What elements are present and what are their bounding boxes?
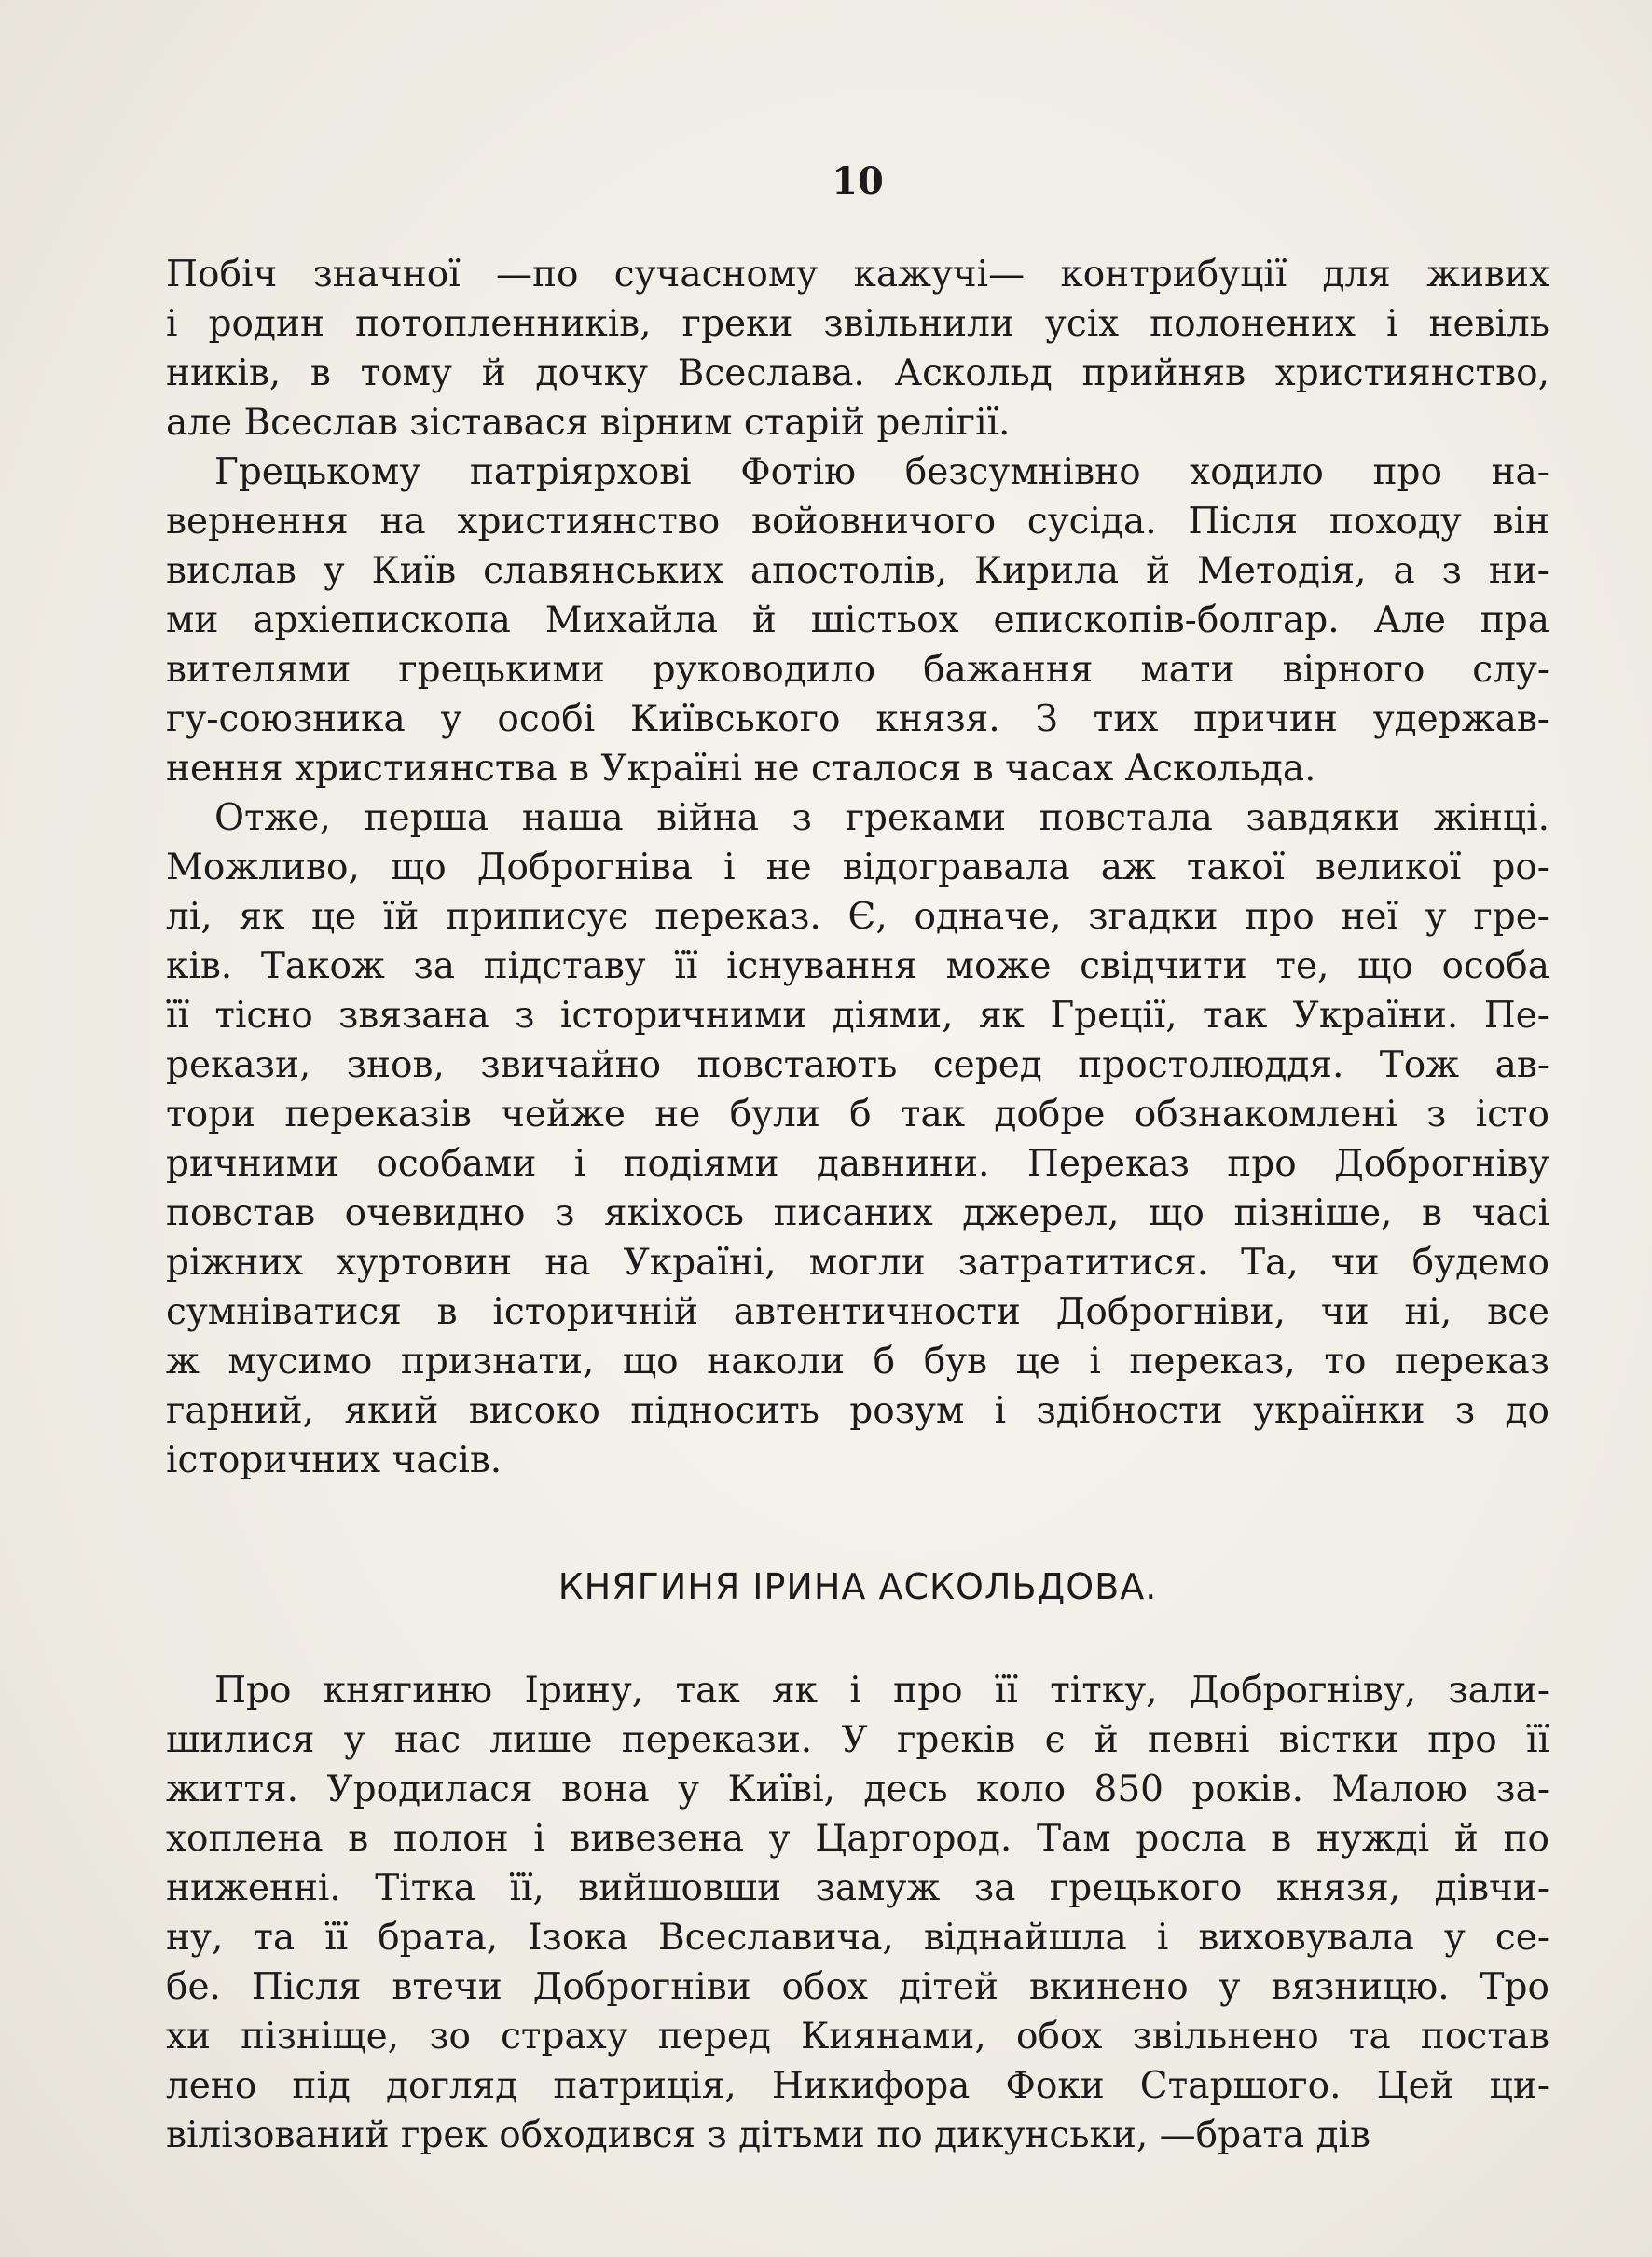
text-line: Про княгиню Ірину, так як і про її тітку, Доброгніву, зали- xyxy=(214,1670,1549,1712)
text-line: повстав очевидно з якіхось писаних джерел, що пізніше, в часі xyxy=(166,1192,1549,1234)
text-line: вернення на християнство войовничого сусіда. Після походу він xyxy=(166,501,1549,543)
text-line: історичних часів. xyxy=(166,1439,502,1481)
text-line: рекази, знов, звичайно повстають серед простолюддя. Тож ав- xyxy=(166,1044,1549,1086)
text-line: Можливо, що Доброгніва і не відогравала аж такої великої ро- xyxy=(166,846,1549,888)
text-line: ріжних хуртовин на Україні, могли затратитися. Та, чи будемо xyxy=(166,1242,1549,1284)
text-line: вілізований грек обходився з дітьми по дикунськи, —брата дів xyxy=(166,2114,1370,2156)
text-line: хоплена в полон і вивезена у Царгород. Там росла в нужді й по xyxy=(166,1818,1549,1860)
text-line: шилися у нас лише перекази. У греків є й певні вістки про її xyxy=(166,1719,1549,1761)
text-line: Грецькому патріярхові Фотію безсумнівно ходило про на- xyxy=(214,451,1549,493)
text-line: нення християнства в Україні не сталося в часах Аскольда. xyxy=(166,748,1316,790)
paragraph xyxy=(166,1666,1549,2160)
text-line: хи пізніще, зо страху перед Киянами, обох звільнено та постав xyxy=(166,2016,1549,2057)
text-after-heading xyxy=(166,1666,1549,2160)
text-line: лено під догляд патриція, Никифора Фоки Старшого. Цей ци- xyxy=(166,2065,1549,2107)
text-line: вителями грецькими руководило бажання мати вірного слу- xyxy=(166,649,1549,691)
text-line: гу-союзника у особі Київського князя. З тих причин удержав- xyxy=(166,698,1549,740)
text-line: Побіч значної —по сучасному кажучі— контрибуції для живих xyxy=(166,254,1549,296)
text-before-heading xyxy=(166,250,1549,1485)
text-line: життя. Уродилася вона у Київі, десь коло 850 років. Малою за- xyxy=(166,1768,1549,1810)
text-line: ми архіепископа Михайла й шістьох епископів-болгар. Але пра xyxy=(166,599,1549,641)
text-line: ричними особами і подіями давнини. Переказ про Доброгніву xyxy=(166,1143,1549,1185)
text-line: ж мусимо признати, що наколи б був це і переказ, то переказ xyxy=(166,1341,1549,1383)
text-line: ну, та її брата, Ізока Всеславича, віднайшла і виховувала у се- xyxy=(166,1917,1549,1959)
paragraph xyxy=(166,447,1549,793)
paragraph xyxy=(166,793,1549,1485)
text-line: бе. Після втечи Доброгніви обох дітей вкинено у вязницю. Тро xyxy=(166,1966,1549,2008)
text-line: гарний, який високо підносить розум і здібности українки з до xyxy=(166,1390,1549,1432)
text-line: сумніватися в історичній автентичности Доброгніви, чи ні, все xyxy=(166,1291,1549,1333)
text-line: ників, в тому й дочку Всеслава. Аскольд прийняв християнство, xyxy=(166,352,1549,394)
text-line: вислав у Київ славянських апостолів, Кирила й Методія, а з ни- xyxy=(166,550,1549,592)
paragraph xyxy=(166,250,1549,447)
text-line: лі, як це їй приписує переказ. Є, одначе, згадки про неї у гре- xyxy=(166,896,1549,938)
text-line: тори переказів чейже не були б так добре обзнакомлені з істо xyxy=(166,1094,1549,1135)
page-number: 10 xyxy=(832,159,884,203)
text-line: але Всеслав зіставася вірним старій релігії. xyxy=(166,402,1011,444)
text-line: ків. Також за підставу її існування може свідчити те, що особа xyxy=(166,945,1549,987)
text-line: Отже, перша наша війна з греками повстала завдяки жінці. xyxy=(214,797,1549,839)
text-line: її тісно звязана з історичними діями, як Греції, так України. Пе- xyxy=(166,995,1549,1037)
text-line: ниженні. Тітка її, вийшовши замуж за грецького князя, дівчи- xyxy=(166,1867,1549,1909)
chapter-heading: КНЯГИНЯ ІРИНА АСКОЛЬДОВА. xyxy=(558,1566,1158,1607)
text-line: і родин потопленників, греки звільнили усіх полонених і невіль xyxy=(166,303,1549,345)
